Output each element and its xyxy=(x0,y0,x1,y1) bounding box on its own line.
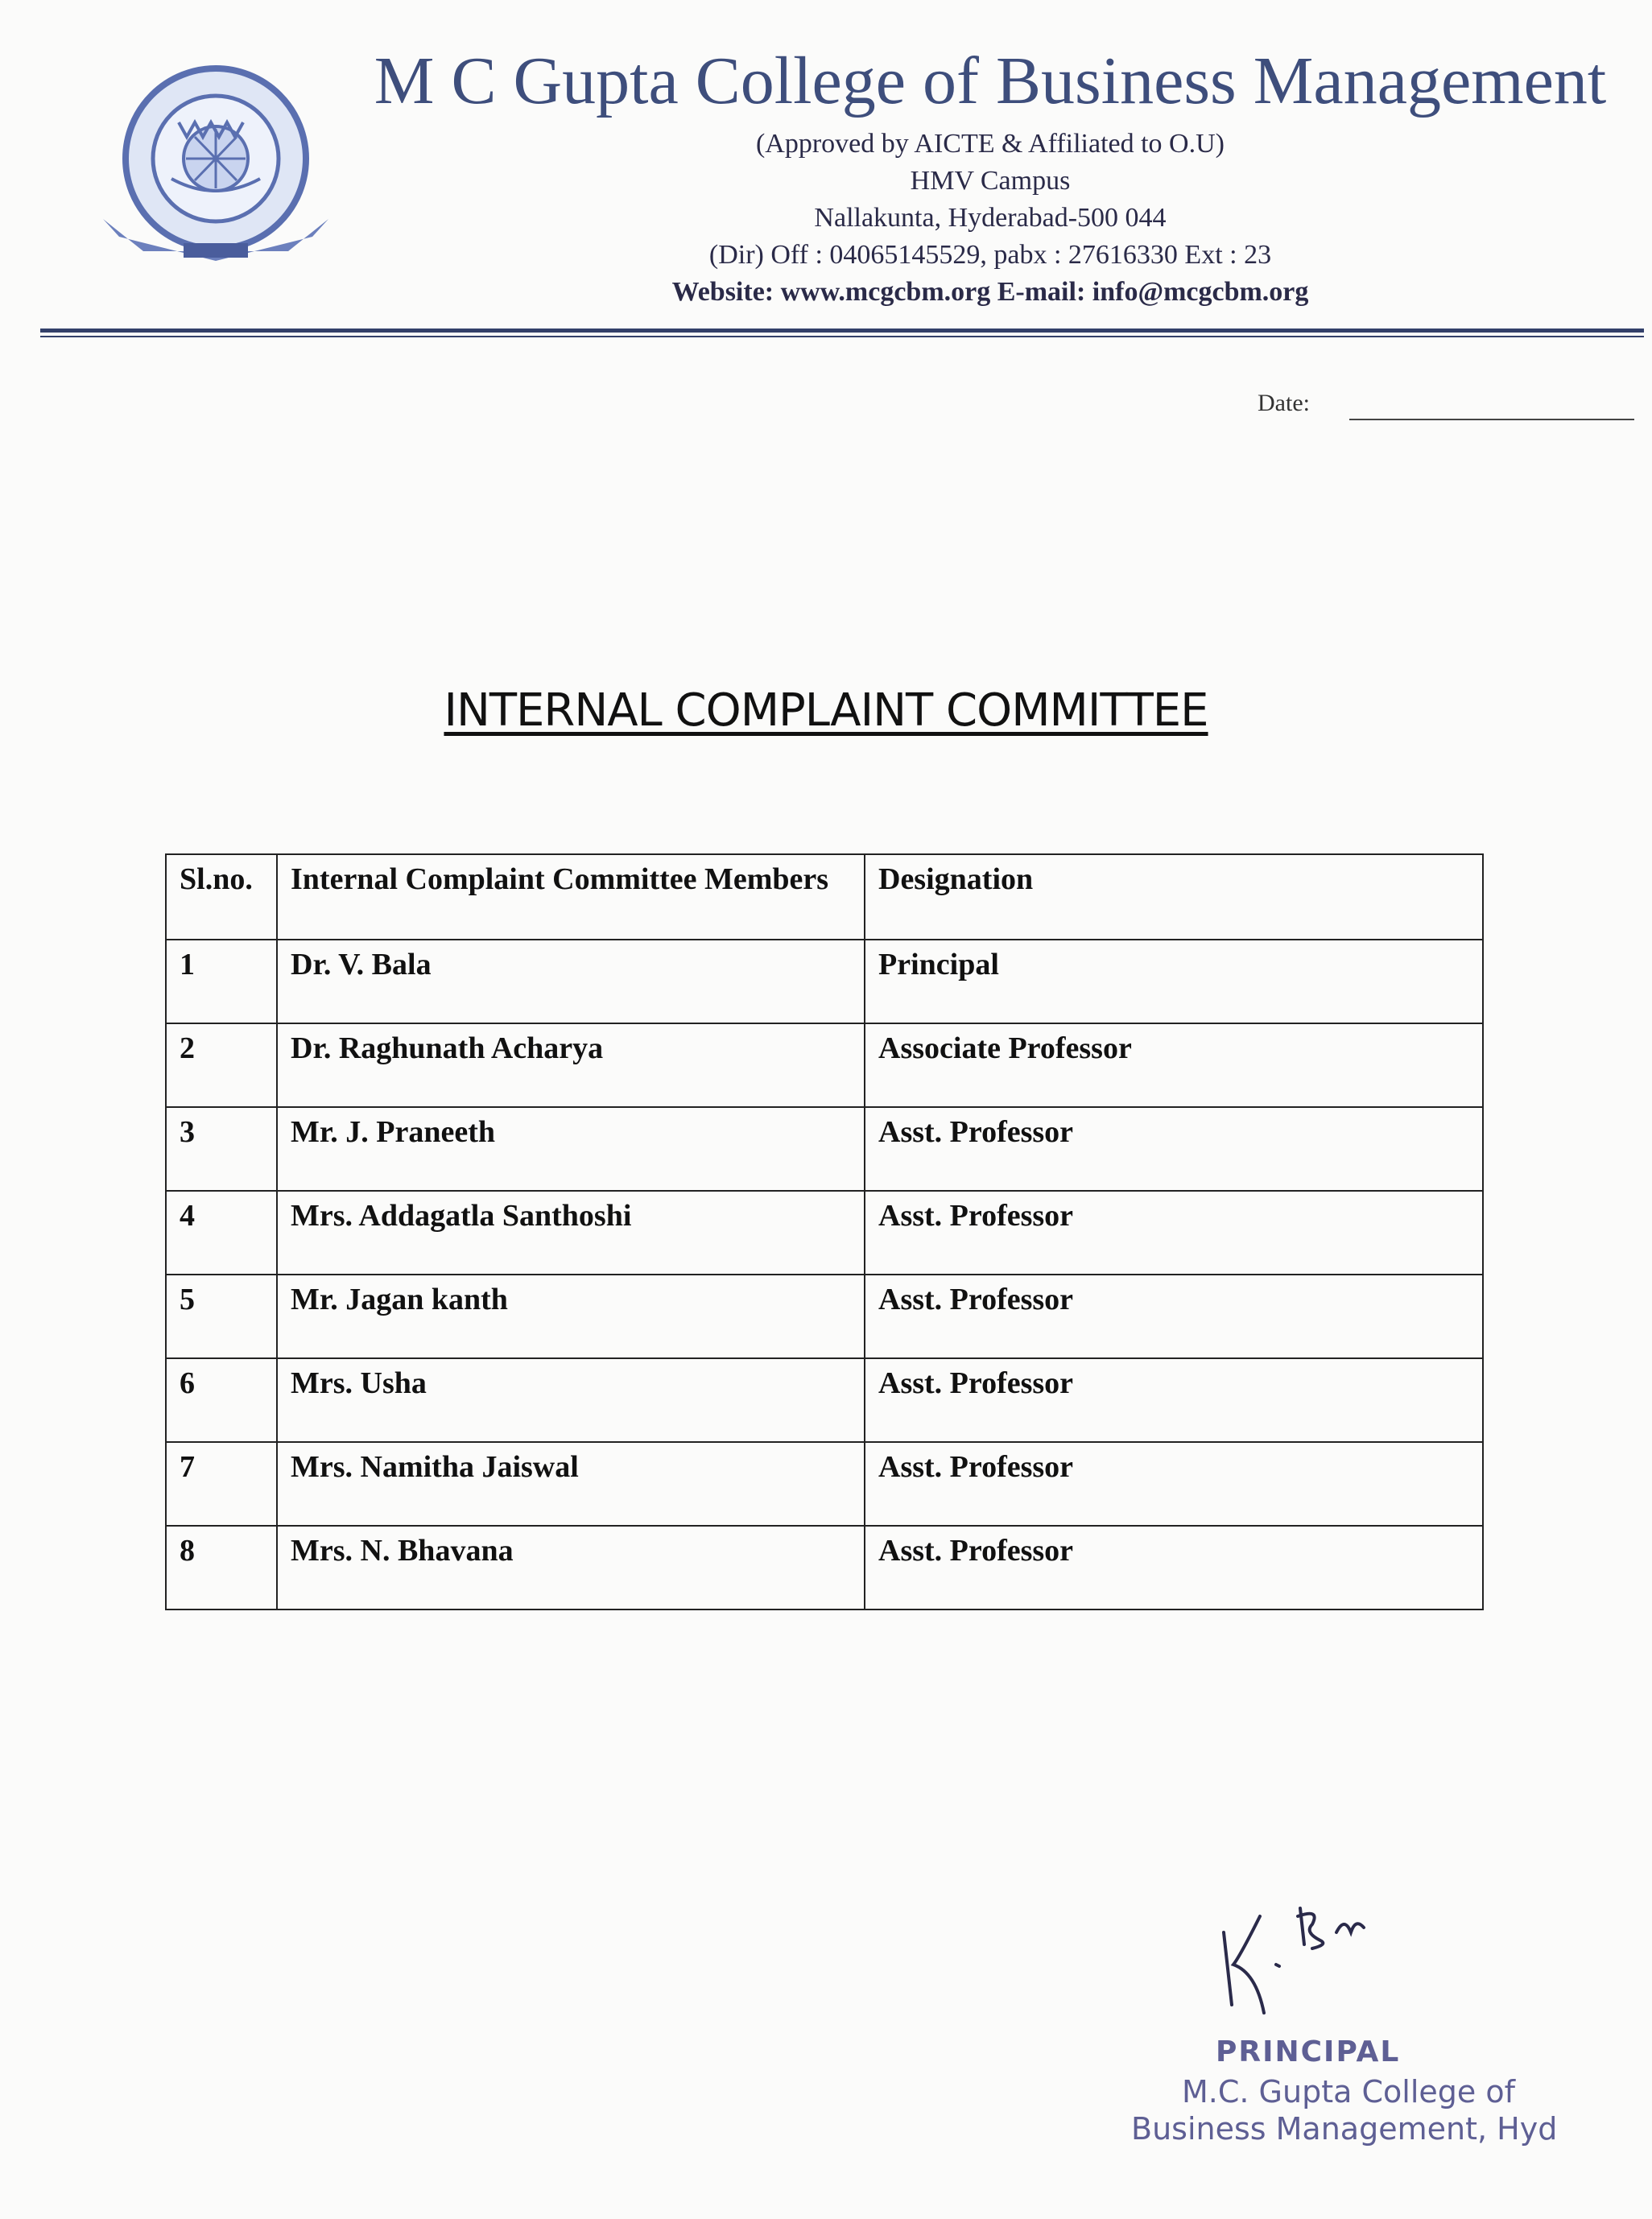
cell-designation: Asst. Professor xyxy=(865,1526,1483,1609)
table-row xyxy=(166,1191,1483,1275)
date-label: Date: xyxy=(1258,390,1310,416)
cell-designation: Asst. Professor xyxy=(865,1191,1483,1275)
cell-designation: Asst. Professor xyxy=(865,1107,1483,1191)
header-designation: Designation xyxy=(865,854,1483,940)
table-row xyxy=(166,1526,1483,1609)
stamp-line-management: Business Management, Hyd xyxy=(1131,2111,1558,2147)
table-row xyxy=(166,1442,1483,1526)
cell-slno: 8 xyxy=(166,1526,277,1609)
document-title: INTERNAL COMPLAINT COMMITTEE xyxy=(444,684,1208,737)
approval-line: (Approved by AICTE & Affiliated to O.U) xyxy=(755,129,1225,159)
cell-slno: 5 xyxy=(166,1275,277,1358)
cell-member: Mr. J. Praneeth xyxy=(277,1107,865,1191)
cell-slno: 4 xyxy=(166,1191,277,1275)
cell-slno: 2 xyxy=(166,1023,277,1107)
cell-slno: 1 xyxy=(166,940,277,1023)
cell-designation: Asst. Professor xyxy=(865,1442,1483,1526)
cell-member: Mrs. N. Bhavana xyxy=(277,1526,865,1609)
table-row xyxy=(166,1275,1483,1358)
cell-slno: 7 xyxy=(166,1442,277,1526)
table-header-row xyxy=(166,854,1483,940)
header-members: Internal Complaint Committee Members xyxy=(277,854,865,940)
college-logo xyxy=(95,50,337,275)
cell-member: Mr. Jagan kanth xyxy=(277,1275,865,1358)
cell-slno: 6 xyxy=(166,1358,277,1442)
cell-designation: Asst. Professor xyxy=(865,1275,1483,1358)
table-row xyxy=(166,1023,1483,1107)
address-line: Nallakunta, Hyderabad-500 044 xyxy=(814,203,1167,233)
cell-member: Mrs. Usha xyxy=(277,1358,865,1442)
cell-member: Mrs. Namitha Jaiswal xyxy=(277,1442,865,1526)
college-name: M C Gupta College of Business Management xyxy=(374,43,1607,118)
web-email-line: Website: www.mcgcbm.org E-mail: info@mcgcbm.org xyxy=(671,277,1309,307)
cell-designation: Associate Professor xyxy=(865,1023,1483,1107)
cell-member: Dr. Raghunath Acharya xyxy=(277,1023,865,1107)
table-row xyxy=(166,1107,1483,1191)
header-divider-thin xyxy=(40,336,1644,337)
committee-table xyxy=(165,853,1484,1610)
header-divider xyxy=(40,329,1644,333)
stamp-title: PRINCIPAL xyxy=(1216,2035,1401,2068)
table-row xyxy=(166,1358,1483,1442)
signature xyxy=(1200,1884,1409,2021)
cell-member: Mrs. Addagatla Santhoshi xyxy=(277,1191,865,1275)
phone-line: (Dir) Off : 04065145529, pabx : 27616330 Ext : 23 xyxy=(708,240,1272,270)
date-line xyxy=(1349,419,1634,420)
cell-member: Dr. V. Bala xyxy=(277,940,865,1023)
campus-line: HMV Campus xyxy=(910,166,1071,196)
cell-slno: 3 xyxy=(166,1107,277,1191)
header-slno: Sl.no. xyxy=(166,854,277,940)
stamp-line-college: M.C. Gupta College of xyxy=(1182,2074,1515,2109)
cell-designation: Asst. Professor xyxy=(865,1358,1483,1442)
table-row xyxy=(166,940,1483,1023)
cell-designation: Principal xyxy=(865,940,1483,1023)
